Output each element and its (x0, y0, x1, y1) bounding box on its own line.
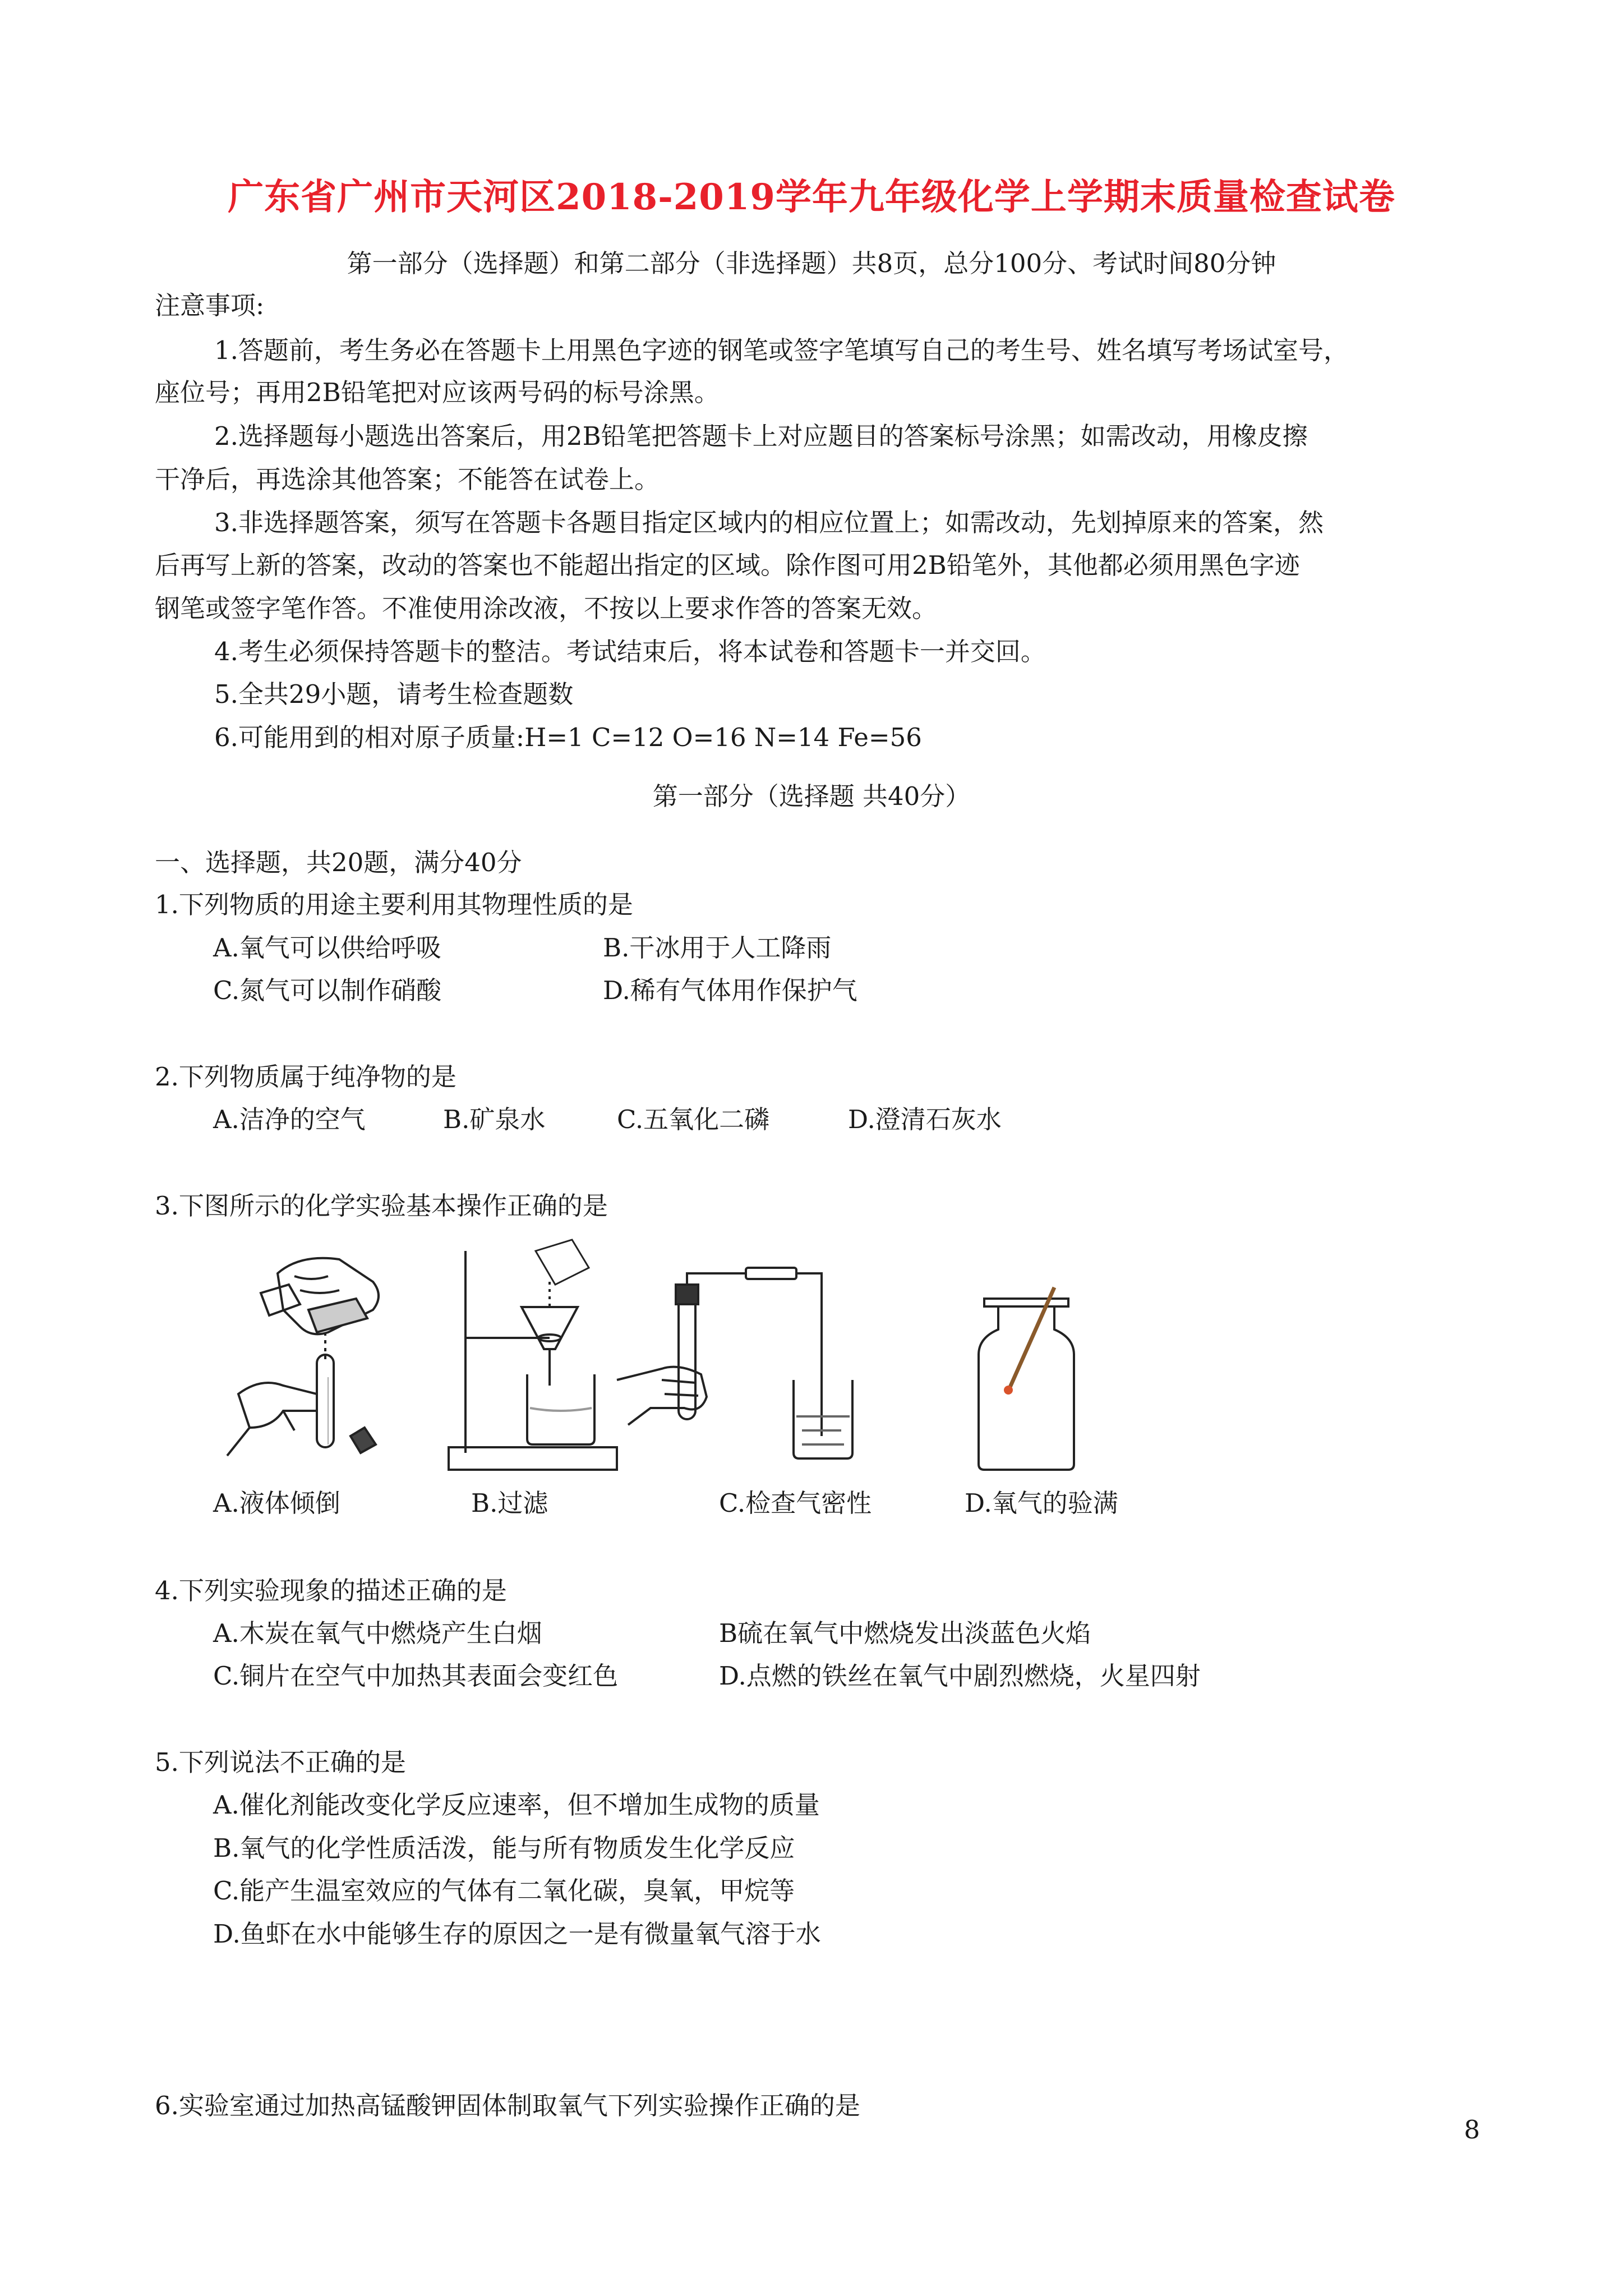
question-4-option-c: C.铜片在空气中加热其表面会变红色 (213, 1661, 619, 1691)
notice-item-1-line-1: 1.答题前，考生务必在答题卡上用黑色字迹的钢笔或签字笔填写自己的考生号、姓名填写考场试室号， (214, 335, 1349, 365)
notice-item-2-line-2: 干净后，再选涂其他答案；不能答在试卷上。 (155, 464, 660, 494)
section-heading: 一、选择题，共20题，满分40分 (155, 848, 522, 877)
notice-item-5: 5.全共29小题，请考生检查题数 (214, 679, 574, 709)
question-3-option-a: A.液体倾倒 (213, 1488, 340, 1518)
notice-item-3-line-2: 后再写上新的答案，改动的答案也不能超出指定的区域。除作图可用2B铅笔外，其他都必须用黑色字迹 (155, 550, 1300, 580)
question-4-option-b: B硫在氧气中燃烧发出淡蓝色火焰 (719, 1618, 1091, 1648)
question-3-option-c: C.检查气密性 (719, 1488, 872, 1518)
question-1-option-b: B.干冰用于人工降雨 (603, 933, 832, 963)
exam-title: 广东省广州市天河区2018-2019学年九年级化学上学期末质量检查试卷 (228, 176, 1395, 218)
notice-item-3-line-3: 钢笔或签字笔作答。不准使用涂改液，不按以上要求作答的答案无效。 (155, 593, 938, 623)
notice-item-4: 4.考生必须保持答题卡的整洁。考试结束后，将本试卷和答题卡一并交回。 (214, 637, 1046, 666)
exam-subtitle: 第一部分（选择题）和第二部分（非选择题）共8页，总分100分、考试时间80分钟 (347, 249, 1276, 278)
notice-item-6: 6.可能用到的相对原子质量:H=1 C=12 O=16 N=14 Fe=56 (214, 723, 922, 752)
notice-heading: 注意事项: (155, 291, 265, 320)
airtightness-check-figure (617, 1268, 852, 1470)
question-1-option-a: A.氧气可以供给呼吸 (213, 933, 441, 963)
filtration-figure (443, 1240, 623, 1475)
notice-item-1-line-2: 座位号；再用2B铅笔把对应该两号码的标号涂黑。 (155, 378, 720, 407)
question-2-option-c: C.五氧化二磷 (617, 1105, 770, 1134)
question-5-option-c: C.能产生温室效应的气体有二氧化碳，臭氧，甲烷等 (213, 1876, 795, 1906)
notice-item-2-line-1: 2.选择题每小题选出答案后，用2B铅笔把答题卡上对应题目的答案标号涂黑；如需改动，用橡皮擦 (214, 421, 1308, 451)
question-1-option-c: C.氮气可以制作硝酸 (213, 976, 442, 1005)
part1-heading: 第一部分（选择题 共40分） (652, 781, 971, 811)
question-1-option-d: D.稀有气体用作保护气 (603, 976, 857, 1005)
question-5-option-a: A.催化剂能改变化学反应速率，但不增加生成物的质量 (213, 1790, 820, 1820)
question-6-stem: 6.实验室通过加热高锰酸钾固体制取氧气下列实验操作正确的是 (155, 2091, 860, 2120)
question-4-option-d: D.点燃的铁丝在氧气中剧烈燃烧，火星四射 (719, 1661, 1201, 1691)
oxygen-test-figure (976, 1287, 1077, 1473)
question-4-stem: 4.下列实验现象的描述正确的是 (155, 1576, 507, 1605)
page-number: 8 (1464, 2115, 1480, 2145)
liquid-pouring-figure (216, 1243, 423, 1489)
question-3-option-d: D.氧气的验满 (965, 1488, 1118, 1518)
notice-item-3-line-1: 3.非选择题答案，须写在答题卡各题目指定区域内的相应位置上；如需改动，先划掉原来的答案，然 (214, 508, 1324, 537)
question-5-option-b: B.氧气的化学性质活泼，能与所有物质发生化学反应 (213, 1833, 795, 1863)
question-4-option-a: A.木炭在氧气中燃烧产生白烟 (213, 1618, 542, 1648)
question-3-option-b: B.过滤 (471, 1488, 548, 1518)
question-2-option-b: B.矿泉水 (443, 1105, 546, 1134)
question-2-stem: 2.下列物质属于纯净物的是 (155, 1062, 457, 1092)
question-2-option-d: D.澄清石灰水 (848, 1105, 1002, 1134)
question-5-stem: 5.下列说法不正确的是 (155, 1747, 406, 1777)
question-2-option-a: A.洁净的空气 (213, 1105, 366, 1134)
question-5-option-d: D.鱼虾在水中能够生存的原因之一是有微量氧气溶于水 (213, 1919, 821, 1949)
question-1-stem: 1.下列物质的用途主要利用其物理性质的是 (155, 890, 633, 919)
question-3-stem: 3.下图所示的化学实验基本操作正确的是 (155, 1191, 608, 1221)
